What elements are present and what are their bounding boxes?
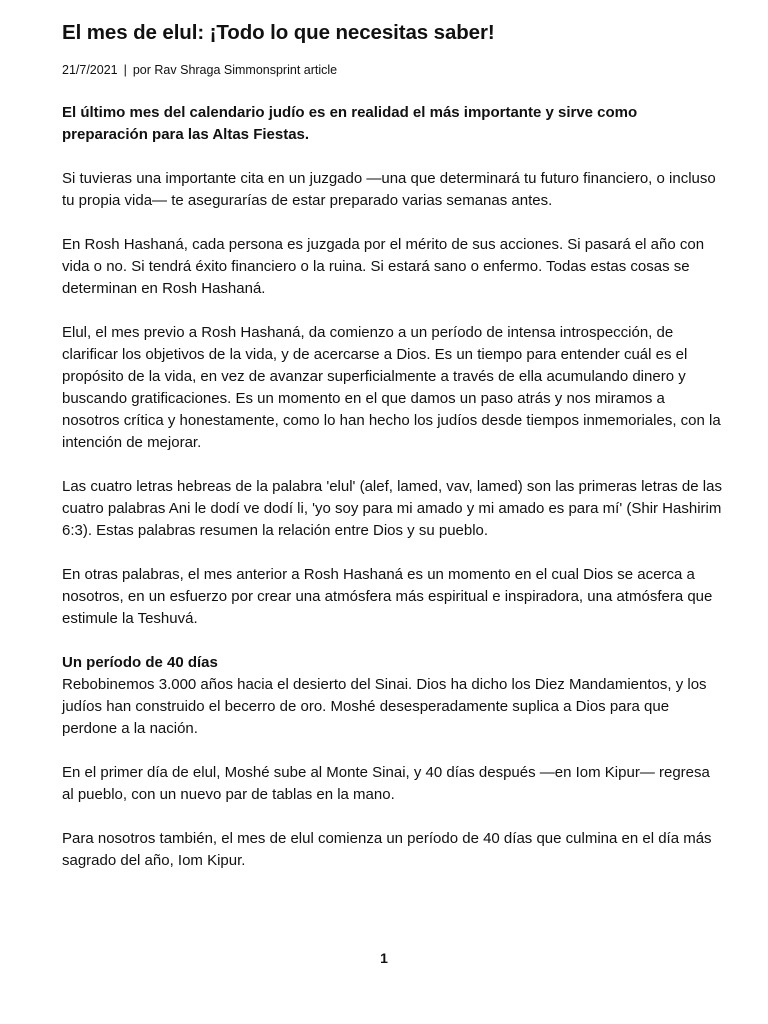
paragraph-1: Si tuvieras una importante cita en un juzgado —una que determinará tu futuro financiero, o incluso tu propia vida— te asegurarías de estar preparado varias semanas antes. <box>62 170 716 209</box>
article-lead: El último mes del calendario judío es en realidad el más importante y sirve como preparación para las Altas Fiestas. <box>62 104 638 143</box>
article-title: El mes de elul: ¡Todo lo que necesitas saber! <box>62 21 495 44</box>
paragraph-5: En otras palabras, el mes anterior a Rosh Hashaná es un momento en el cual Dios se acerca a nosotros, en un esfuerzo por crear una atmósfera más espiritual e inspiradora, una atmósfera que estimule la Teshuvá. <box>62 566 713 627</box>
section-paragraph-3: Para nosotros también, el mes de elul comienza un período de 40 días que culmina en el día más sagrado del año, Iom Kipur. <box>62 830 712 869</box>
section-heading: Un período de 40 días <box>62 654 218 671</box>
paragraph-4: Las cuatro letras hebreas de la palabra 'elul' (alef, lamed, vav, lamed) son las primeras letras de las cuatro palabras Ani le dodí ve dodí li, 'yo soy para mi amado y mi amado es para mí' (Shir Hashirim 6:3). Estas palabras resumen la relación entre Dios y su pueblo. <box>62 478 722 539</box>
section-paragraph-1: Rebobinemos 3.000 años hacia el desierto del Sinai. Dios ha dicho los Diez Mandamientos, y los judíos han construido el becerro de oro. Moshé desesperadamente suplica a Dios para que perdone a la nación. <box>62 676 707 737</box>
article-byline: por Rav Shraga Simmonsprint article <box>132 63 338 77</box>
article-date: 21/7/2021 <box>62 63 118 77</box>
section-paragraph-2: En el primer día de elul, Moshé sube al Monte Sinai, y 40 días después —en Iom Kipur— regresa al pueblo, con un nuevo par de tablas en la mano. <box>62 764 710 803</box>
document-page <box>62 20 722 894</box>
paragraph-3: Elul, el mes previo a Rosh Hashaná, da comienzo a un período de intensa introspección, de clarificar los objetivos de la vida, y de acercarse a Dios. Es un tiempo para entender cuál es el propósito de la vida, en vez de avanzar superficialmente a través de ella acumulando dinero y buscando gratificaciones. Es un momento en el que damos un paso atrás y nos miramos a nosotros crítica y honestamente, como lo han hecho los judíos desde tiempos inmemoriales, con la intención de mejorar. <box>62 324 721 451</box>
article-meta <box>62 62 722 78</box>
meta-separator: | <box>123 63 127 77</box>
page-number: 1 <box>380 950 388 966</box>
paragraph-2: En Rosh Hashaná, cada persona es juzgada por el mérito de sus acciones. Si pasará el año con vida o no. Si tendrá éxito financiero o la ruina. Si estará sano o enfermo. Todas estas cosas se determinan en Rosh Hashaná. <box>62 236 705 297</box>
